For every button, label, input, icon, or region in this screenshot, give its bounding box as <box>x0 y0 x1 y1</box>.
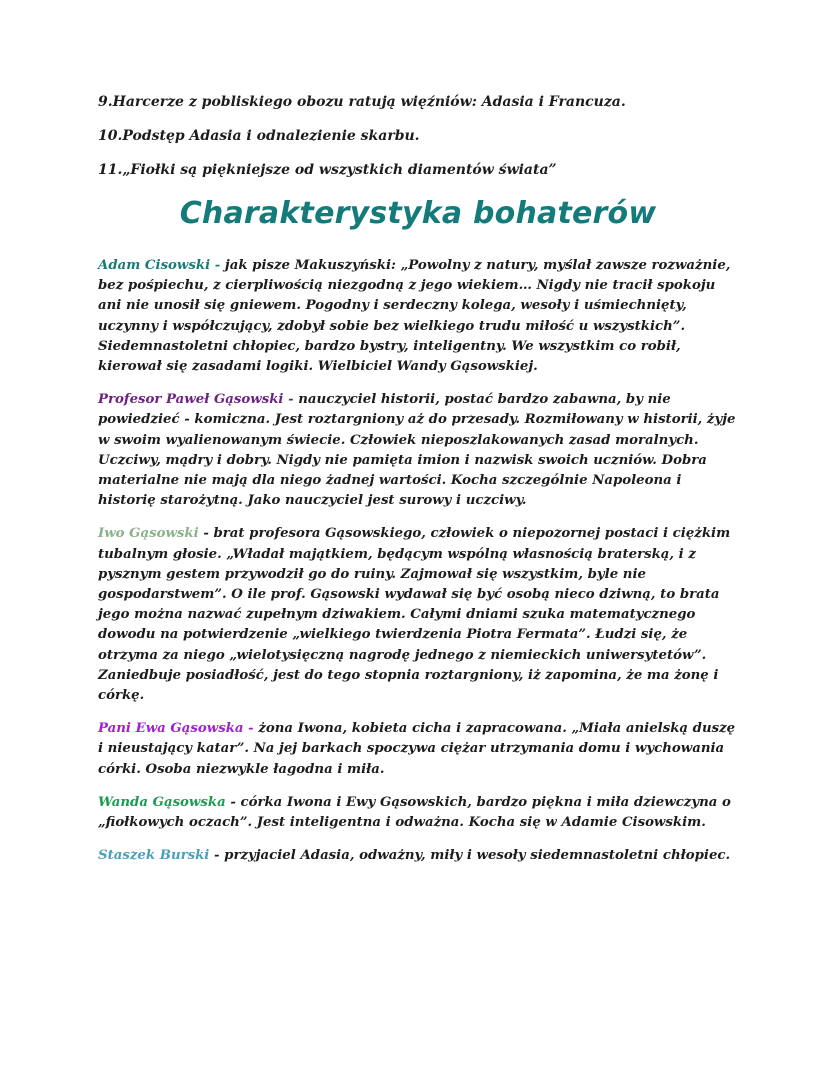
character-paragraph <box>98 256 738 377</box>
section-heading: Charakterystyka bohaterów <box>179 196 657 231</box>
name-separator: - <box>198 526 214 542</box>
character-description: brat profesora Gąsowskiego, człowiek o niepozornej postaci i ciężkim tubalnym głosie. „Władał majątkiem, będącym wspólną własnością braterską, i z pysznym gestem przywodził go do ruiny. Zajmował się wszystkim, byle nie gospodarstwem”. O ile prof. Gąsowski wydawał się być osobą nieco dziwną, to brata jego można nazwać zupełnym dziwakiem. Całymi dniami szuka matematycznego dowodu na potwierdzenie „wielkiego twierdzenia Piotra Fermata”. Łudzi się, że otrzyma za niego „wielotysięczną nagrodę jednego z niemieckich uniwersytetów”. Zaniedbuje posiadłość, jest do tego stopnia roztargniony, iż zapomina, że ma żonę i córkę. <box>98 526 731 704</box>
document-page <box>98 92 738 879</box>
character-name: Adam Cisowski <box>98 258 211 273</box>
character-description: przyjaciel Adasia, odważny, miły i wesoły siedemnastoletni chłopiec. <box>224 848 731 864</box>
character-paragraph <box>98 524 738 706</box>
plot-item: 11.„Fiołki są piękniejsze od wszystkich diamentów świata” <box>98 162 557 178</box>
character-description: córka Iwona i Ewy Gąsowskich, bardzo piękna i miła dziewczyna o „fiołkowych oczach”. Jest inteligentna i odważna. Kocha się w Adamie Cisowskim. <box>98 794 731 831</box>
character-name: Iwo Gąsowski <box>98 526 199 542</box>
name-separator: - <box>210 258 225 273</box>
character-paragraph <box>98 793 738 833</box>
name-separator: - <box>243 721 259 737</box>
character-name: Profesor Paweł Gąsowski <box>98 392 284 408</box>
character-paragraph <box>98 846 738 866</box>
character-description: nauczyciel historii, postać bardzo zabawna, by nie powiedzieć - komiczna. Jest roztargniony aż do przesady. Rozmiłowany w historii, żyje w swoim wyalienowanym świecie. Człowiek nieposzlakowanych zasad moralnych. Uczciwy, mądry i dobry. Nigdy nie pamięta imion i nazwisk swoich uczniów. Dobra materialne nie mają dla niego żadnej wartości. Kocha szczególnie Napoleona i historię starożytną. Jako nauczyciel jest surowy i uczciwy. <box>98 392 736 509</box>
name-separator: - <box>283 392 299 408</box>
character-description: jak pisze Makuszyński: „Powolny z natury, myślał zawsze rozważnie, bez pośpiechu, z cierpliwością niezgodną z jego wiekiem… Nigdy nie tracił spokoju ani nie unosił się gniewem. Pogodny i serdeczny kolega, wesoły i uśmiechnięty, uczynny i współczujący, zdobył sobie bez wielkiego trudu miłość u wszystkich”. Siedemnastoletni chłopiec, bardzo bystry, inteligentny. We wszystkim co robił, kierował się zasadami logiki. Wielbiciel Wandy Gąsowskiej. <box>98 258 731 375</box>
character-paragraph <box>98 390 738 511</box>
name-separator: - <box>209 848 225 864</box>
name-separator: - <box>225 794 241 810</box>
character-paragraph <box>98 719 738 780</box>
plot-item: 10.Podstęp Adasia i odnalezienie skarbu. <box>98 128 420 144</box>
character-name: Staszek Burski <box>98 848 210 864</box>
character-name: Wanda Gąsowska <box>98 794 226 810</box>
plot-item: 9.Harcerze z pobliskiego obozu ratują więźniów: Adasia i Francuza. <box>98 94 626 110</box>
character-description: żona Iwona, kobieta cicha i zapracowana. „Miała anielską duszę i nieustający katar”. Na jej barkach spoczywa ciężar utrzymania domu i wychowania córki. Osoba niezwykle łagodna i miła. <box>98 721 736 777</box>
character-name: Pani Ewa Gąsowska <box>98 721 244 737</box>
